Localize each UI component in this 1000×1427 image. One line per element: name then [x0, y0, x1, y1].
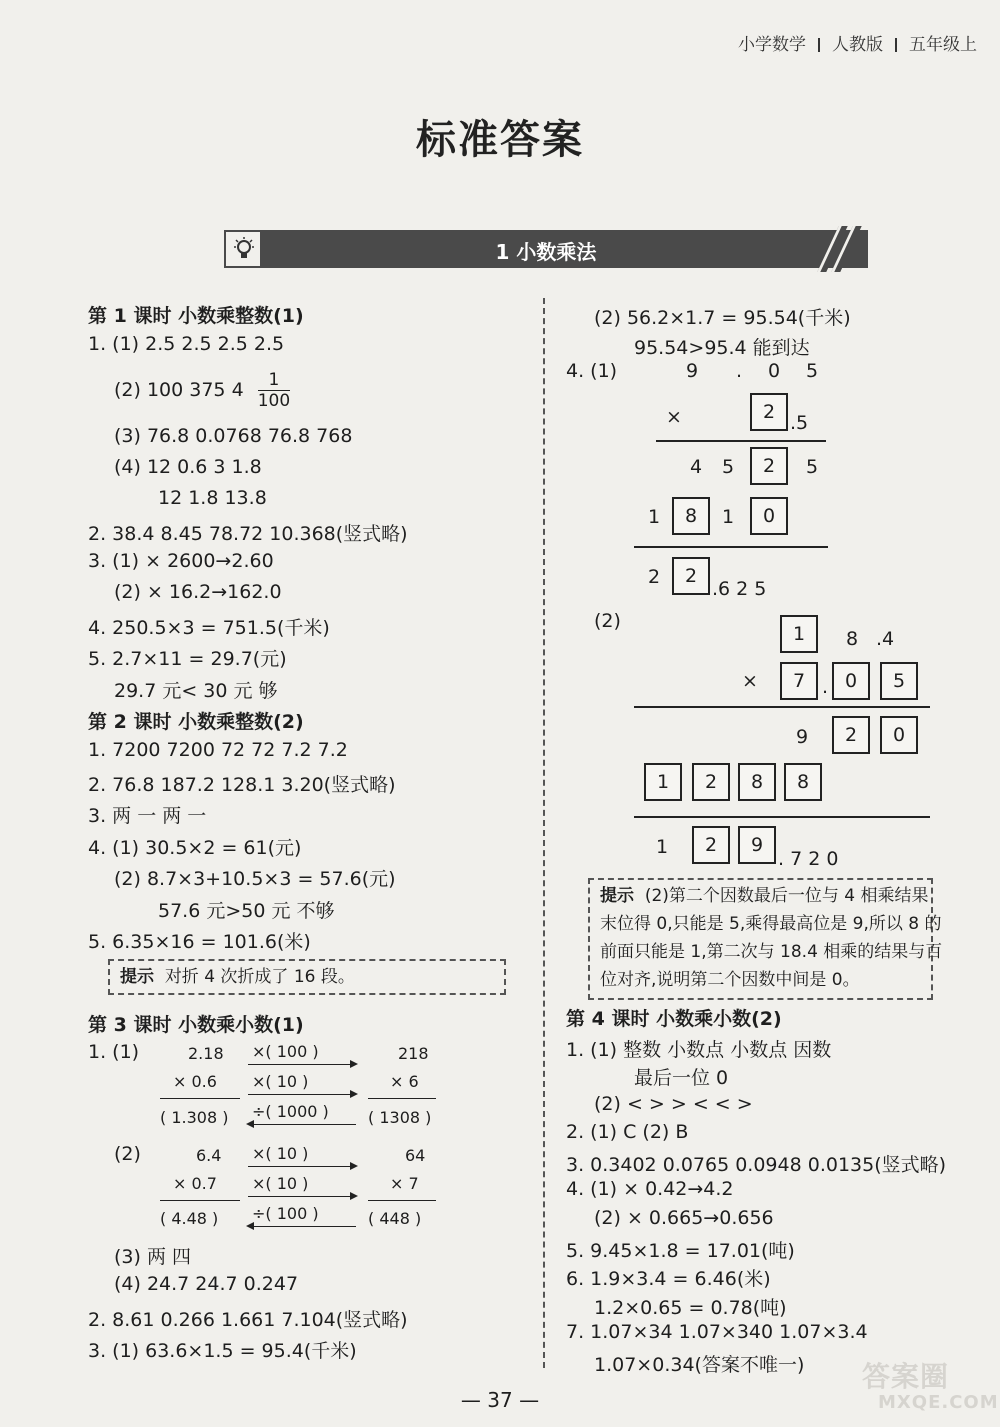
product-line	[160, 1200, 240, 1201]
lesson-4-heading: 第 4 课时 小数乘小数(2)	[566, 1008, 782, 1030]
answer-line: 4. (1) 30.5×2 = 61(元)	[88, 837, 302, 859]
answer-line: 1. (1) 2.5 2.5 2.5 2.5	[88, 333, 285, 355]
product: ( 1.308 )	[160, 1108, 229, 1127]
answer-box: 0	[832, 662, 870, 700]
answer-line: (3) 76.8 0.0768 76.8 768	[114, 425, 353, 447]
answer-box: 0	[880, 716, 918, 754]
answer-line: 3. 两 一 两 一	[88, 805, 207, 827]
digit: 5	[722, 456, 735, 478]
factor: × 7	[390, 1174, 419, 1193]
answer-line: (2)	[114, 1143, 141, 1165]
answer-line: 1. (1) 整数 小数点 小数点 因数	[566, 1039, 832, 1061]
chapter-title: 1 小数乘法	[495, 240, 597, 264]
header-grade: 五年级上	[909, 35, 977, 55]
digit: 8	[846, 628, 859, 650]
answer-line: (3) 两 四	[114, 1246, 191, 1268]
answer-line: (2) 8.7×3+10.5×3 = 57.6(元)	[114, 868, 396, 890]
digit: 1	[656, 836, 669, 858]
lesson-2-heading: 第 2 课时 小数乘整数(2)	[88, 711, 304, 733]
digit: .4	[876, 628, 895, 650]
running-header	[738, 30, 977, 55]
page-title: 标准答案	[416, 117, 584, 163]
answer-line: 2. 38.4 8.45 78.72 10.368(竖式略)	[88, 523, 408, 545]
transform-op: ÷( 1000 )	[252, 1102, 329, 1121]
answer-line: 29.7 元< 30 元 够	[114, 680, 278, 702]
fraction-denominator: 100	[257, 391, 291, 411]
answer-box: 1	[780, 615, 818, 653]
digit: 1	[648, 506, 661, 528]
product: ( 4.48 )	[160, 1209, 219, 1228]
answer-line: 5. 9.45×1.8 = 17.01(吨)	[566, 1240, 795, 1262]
transform-op: ×( 10 )	[252, 1072, 309, 1091]
answer-line: 4. (1) × 0.42→4.2	[566, 1178, 734, 1200]
factor: 218	[398, 1044, 429, 1063]
product: ( 448 )	[368, 1209, 422, 1228]
transform-op: ÷( 100 )	[252, 1204, 319, 1223]
multiply-sign: ×	[666, 406, 682, 428]
hint-box	[588, 878, 943, 1000]
product-line	[656, 440, 826, 442]
factor: 2.18	[188, 1044, 224, 1063]
digit: 2	[648, 566, 661, 588]
answer-line: 1. 7200 7200 72 72 7.2 7.2	[88, 739, 348, 761]
answer-box: 8	[784, 763, 822, 801]
product-line	[634, 546, 828, 548]
right-arrow-icon	[248, 1094, 356, 1095]
answer-box: 1	[644, 763, 682, 801]
answer-line: (4) 24.7 24.7 0.247	[114, 1273, 299, 1295]
multiply-sign: ×	[742, 670, 758, 692]
hint-line: 前面只能是 1,第二次与 18.4 相乘的结果与百	[600, 942, 943, 962]
header-separator	[895, 38, 897, 52]
watermark-url: MXQE.COM	[878, 1392, 999, 1413]
factor: × 6	[390, 1072, 419, 1091]
lesson-1-heading: 第 1 课时 小数乘整数(1)	[88, 305, 304, 327]
answer-line: 4. (1)	[566, 360, 618, 382]
product-line	[368, 1098, 436, 1099]
hint-line	[600, 882, 929, 910]
answer-box: 8	[672, 497, 710, 535]
column-divider	[543, 298, 545, 1368]
hint-text: 对折 4 次折成了 16 段。	[164, 967, 355, 987]
left-arrow-icon	[248, 1226, 356, 1227]
answer-line: 3. (1) × 2600→2.60	[88, 550, 274, 572]
hint-label: 提示	[600, 886, 634, 906]
lesson-3-heading: 第 3 课时 小数乘小数(1)	[88, 1014, 304, 1036]
transform-op: ×( 100 )	[252, 1042, 319, 1061]
answer-box: 9	[738, 826, 776, 864]
answer-line: 2. (1) C (2) B	[566, 1121, 689, 1143]
digit: 9	[796, 726, 809, 748]
product: ( 1308 )	[368, 1108, 432, 1127]
answer-line: 2. 8.61 0.266 1.661 7.104(竖式略)	[88, 1309, 408, 1331]
fraction-numerator: 1	[258, 370, 290, 391]
answer-line: 6. 1.9×3.4 = 6.46(米)	[566, 1268, 771, 1290]
answer-line: 5. 6.35×16 = 101.6(米)	[88, 931, 311, 953]
product-line	[634, 706, 930, 708]
answer-line: 1.07×0.34(答案不唯一)	[594, 1354, 805, 1376]
header-separator	[818, 38, 820, 52]
answer-line: (2) × 16.2→162.0	[114, 581, 282, 603]
left-arrow-icon	[248, 1124, 356, 1125]
factor: 64	[405, 1146, 426, 1165]
answer-line: 3. 0.3402 0.0765 0.0948 0.0135(竖式略)	[566, 1154, 947, 1176]
answer-box: 5	[880, 662, 918, 700]
digit: 4	[690, 456, 703, 478]
answer-line: (2) < > > < < >	[594, 1093, 753, 1115]
answer-line: 1.2×0.65 = 0.78(吨)	[594, 1297, 787, 1319]
hint-label: 提示	[120, 967, 154, 987]
answer-line: 95.54>95.4 能到达	[634, 337, 810, 359]
answer-box: 2	[672, 557, 710, 595]
right-arrow-icon	[248, 1064, 356, 1065]
transform-op: ×( 10 )	[252, 1144, 309, 1163]
product-line	[634, 816, 930, 818]
digit: .6 2 5	[712, 578, 767, 600]
answer-line: 57.6 元>50 元 不够	[158, 900, 335, 922]
fraction	[258, 370, 290, 411]
digit: .5	[790, 412, 809, 434]
factor: × 0.6	[173, 1072, 217, 1091]
answer-line: (2) 56.2×1.7 = 95.54(千米)	[594, 307, 851, 329]
decimal-point: .	[822, 676, 829, 698]
answer-line: 7. 1.07×34 1.07×340 1.07×3.4	[566, 1321, 868, 1343]
hint-line: 末位得 0,只能是 5,乘得最高位是 9,所以 8 的	[600, 914, 942, 934]
hint-text: (2)第二个因数最后一位与 4 相乘结果	[644, 886, 929, 906]
answer-box: 8	[738, 763, 776, 801]
answer-line: (2)	[594, 610, 621, 632]
answer-line: 4. 250.5×3 = 751.5(千米)	[88, 617, 330, 639]
answer-text: (2) 100 375 4	[114, 379, 244, 401]
transform-op: ×( 10 )	[252, 1174, 309, 1193]
chapter-banner	[224, 230, 868, 268]
digit: . 7 2 0	[778, 848, 839, 870]
digit: 5	[806, 360, 819, 382]
answer-line: 12 1.8 13.8	[158, 487, 267, 509]
hint-line: 位对齐,说明第二个因数中间是 0。	[600, 970, 860, 990]
answer-line: 5. 2.7×11 = 29.7(元)	[88, 648, 287, 670]
answer-line: 最后一位 0	[634, 1067, 729, 1089]
digit: 9	[686, 360, 699, 382]
answer-box: 2	[750, 447, 788, 485]
right-arrow-icon	[248, 1166, 356, 1167]
digit: 5	[806, 456, 819, 478]
header-subject: 小学数学	[738, 35, 806, 55]
answer-box: 2	[692, 763, 730, 801]
answer-line: (2) × 0.665→0.656	[594, 1207, 774, 1229]
answer-box: 2	[692, 826, 730, 864]
header-edition: 人教版	[832, 35, 883, 55]
digit: 0	[768, 360, 781, 382]
answer-line: (4) 12 0.6 3 1.8	[114, 456, 262, 478]
digit: 1	[722, 506, 735, 528]
answer-line: 2. 76.8 187.2 128.1 3.20(竖式略)	[88, 774, 396, 796]
product-line	[368, 1200, 436, 1201]
answer-line: 1. (1)	[88, 1041, 140, 1063]
answer-box: 0	[750, 497, 788, 535]
factor: × 0.7	[173, 1174, 217, 1193]
answer-line: 3. (1) 63.6×1.5 = 95.4(千米)	[88, 1340, 357, 1362]
answer-box: 7	[780, 662, 818, 700]
factor: 6.4	[196, 1146, 222, 1165]
product-line	[160, 1098, 240, 1099]
page-number: — 37 —	[460, 1388, 540, 1412]
answer-box: 2	[832, 716, 870, 754]
hint-box	[108, 959, 506, 995]
answer-line	[114, 370, 290, 411]
watermark-logo: 答案圈	[862, 1360, 950, 1393]
answer-box: 2	[750, 393, 788, 431]
digit: .	[736, 360, 743, 382]
right-arrow-icon	[248, 1196, 356, 1197]
